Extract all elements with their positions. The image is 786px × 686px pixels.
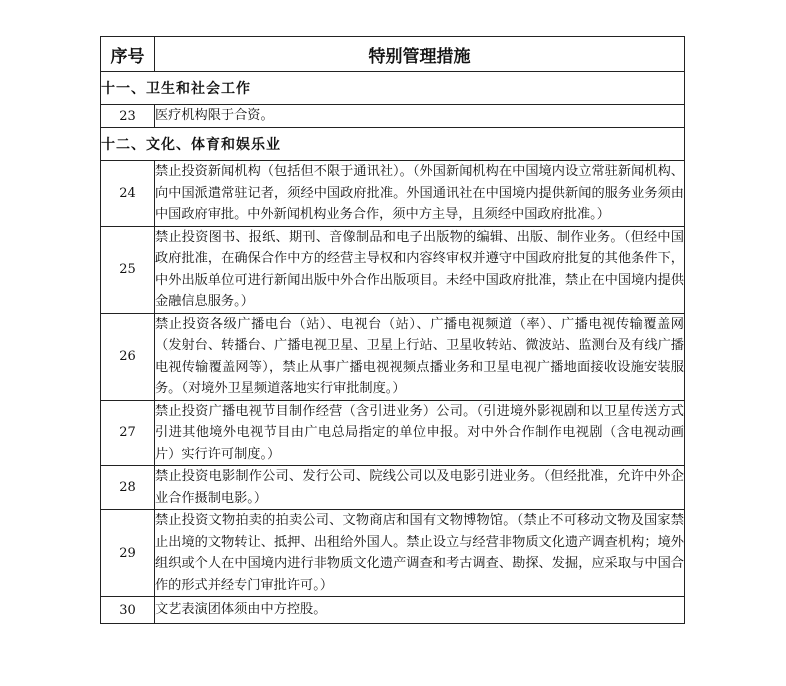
- table-row: [101, 466, 685, 510]
- table-row: [101, 400, 685, 466]
- row-number: 23: [101, 105, 155, 128]
- table-row: [101, 226, 685, 313]
- row-measure-text: 禁止投资电影制作公司、发行公司、院线公司以及电影引进业务。（但经批准，允许中外企业合作摄制电影。）: [155, 466, 685, 510]
- header-serial-number: 序号: [101, 37, 155, 72]
- row-measure-text: 禁止投资广播电视节目制作经营（含引进业务）公司。（引进境外影视剧和以卫星传送方式引进其他境外电视节目由广电总局指定的单位申报。对中外合作制作电视剧（含电视动画片）实行许可制度。）: [155, 400, 685, 466]
- row-measure-text: 医疗机构限于合资。: [155, 105, 685, 128]
- header-special-measures: 特别管理措施: [155, 37, 685, 72]
- special-measures-table: [100, 36, 685, 624]
- row-number: 24: [101, 161, 155, 227]
- table-row: [101, 313, 685, 400]
- table-row: [101, 597, 685, 624]
- table-row: [101, 161, 685, 227]
- row-measure-text: 文艺表演团体须由中方控股。: [155, 597, 685, 624]
- table-header-row: [101, 37, 685, 72]
- table-row: [101, 105, 685, 128]
- row-number: 28: [101, 466, 155, 510]
- section-title: 十二、文化、体育和娱乐业: [101, 128, 685, 161]
- row-measure-text: 禁止投资各级广播电台（站）、电视台（站）、广播电视频道（率）、广播电视传输覆盖网（发射台、转播台、广播电视卫星、卫星上行站、卫星收转站、微波站、监测台及有线广播电视传输覆盖网等），禁止从事广播电视视频点播业务和卫星电视广播地面接收设施安装服务。（对境外卫星频道落地实行审批制度。）: [155, 313, 685, 400]
- section-row: [101, 72, 685, 105]
- section-row: [101, 128, 685, 161]
- row-number: 26: [101, 313, 155, 400]
- table-row: [101, 510, 685, 597]
- row-measure-text: 禁止投资文物拍卖的拍卖公司、文物商店和国有文物博物馆。（禁止不可移动文物及国家禁止出境的文物转让、抵押、出租给外国人。禁止设立与经营非物质文化遗产调查机构；境外组织或个人在中国境内进行非物质文化遗产调查和考古调查、勘探、发掘，应采取与中国合作的形式并经专门审批许可。）: [155, 510, 685, 597]
- row-number: 30: [101, 597, 155, 624]
- row-measure-text: 禁止投资图书、报纸、期刊、音像制品和电子出版物的编辑、出版、制作业务。（但经中国政府批准，在确保合作中方的经营主导权和内容终审权并遵守中国政府批复的其他条件下，中外出版单位可进行新闻出版中外合作出版项目。未经中国政府批准，禁止在中国境内提供金融信息服务。）: [155, 226, 685, 313]
- row-number: 27: [101, 400, 155, 466]
- row-number: 25: [101, 226, 155, 313]
- section-title: 十一、卫生和社会工作: [101, 72, 685, 105]
- row-number: 29: [101, 510, 155, 597]
- row-measure-text: 禁止投资新闻机构（包括但不限于通讯社）。（外国新闻机构在中国境内设立常驻新闻机构、向中国派遣常驻记者，须经中国政府批准。外国通讯社在中国境内提供新闻的服务业务须由中国政府审批。中外新闻机构业务合作，须中方主导，且须经中国政府批准。）: [155, 161, 685, 227]
